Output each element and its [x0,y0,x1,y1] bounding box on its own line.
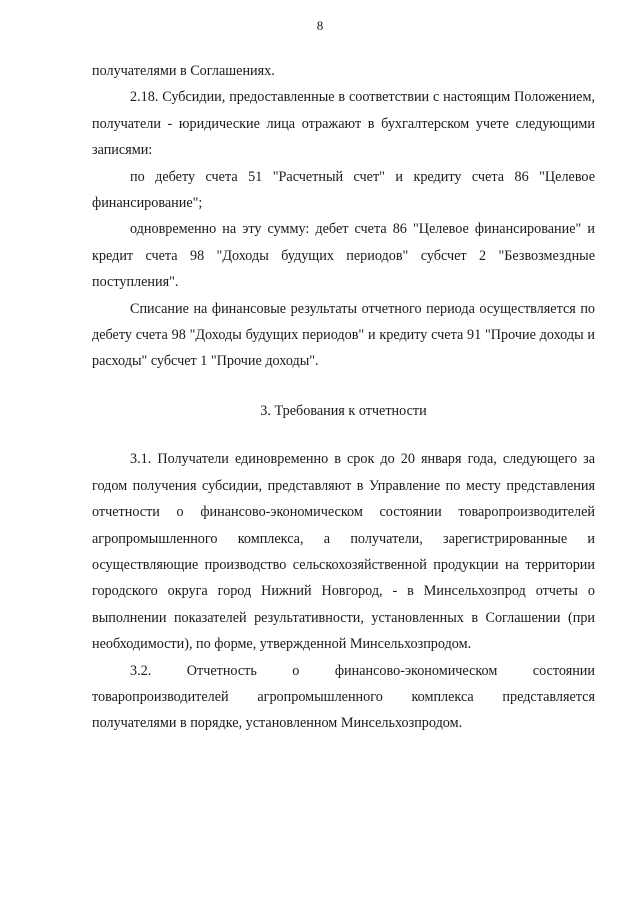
paragraph-2-18: 2.18. Субсидии, предоставленные в соответствии с настоящим Положением, получатели - юридические лица отражают в бухгалтерском учете следующими записями: [92,89,595,159]
paragraph-debit-86: одновременно на эту сумму: дебет счета 86 "Целевое финансирование" и кредит счета 98 "Доходы будущих периодов" субсчет 2 "Безвозмездные поступления". [92,221,595,291]
section-heading: 3. Требования к отчетности [260,402,427,419]
paragraph-write-off: Списание на финансовые результаты отчетного периода осуществляется по дебету счета 98 "Доходы будущих периодов" и кредиту счета 91 "Прочие доходы и расходы" субсчет 1 "Прочие доходы". [92,300,595,370]
paragraph-continuation: получателями в Соглашениях. [92,63,275,79]
paragraph-3-2: 3.2. Отчетность о финансово-экономическом состоянии товаропроизводителей агропромышленного комплекса представляется получателями в порядке, установленном Минсельхозпродом. [92,662,595,732]
page-number: 8 [316,18,324,33]
paragraph-3-1: 3.1. Получатели единовременно в срок до 20 января года, следующего за годом получения субсидии, представляют в Управление по месту представления отчетности о финансово-экономическом состоянии товаропроизводителей агропромышленного комплекса, а получатели, зарегистрированные и осуществляющие производство сельскохозяйственной продукции на территории городского округа город Нижний Новгород, - в Минсельхозпрод отчеты о выполнении показателей результативности, установленных в Соглашении (при необходимости), по форме, утвержденной Минсельхозпродом. [92,451,595,653]
paragraph-debit-51: по дебету счета 51 "Расчетный счет" и кредиту счета 86 "Целевое финансирование"; [92,168,595,212]
document-body [92,58,595,737]
